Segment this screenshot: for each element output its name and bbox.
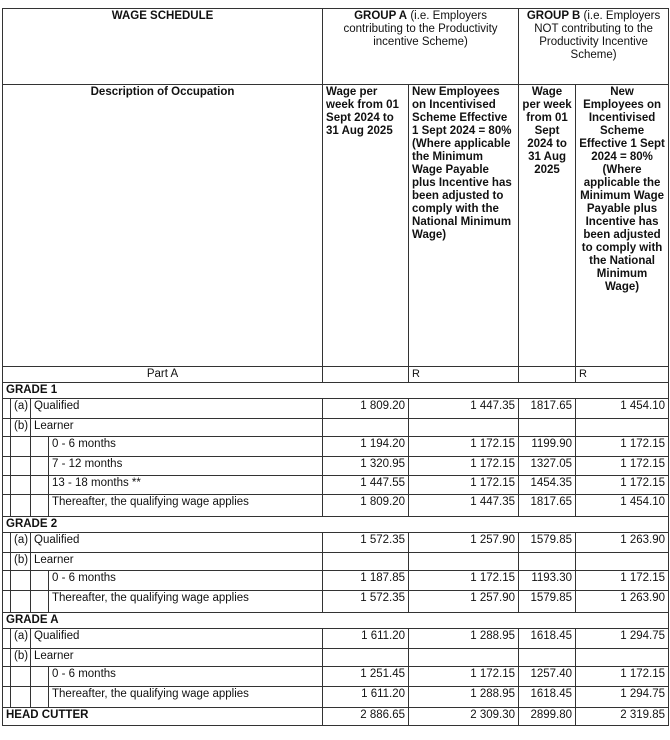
cell-b1: 2899.80: [519, 708, 576, 726]
cell-b2: 1 172.15: [576, 457, 669, 476]
header-row-groups: [3, 9, 669, 85]
cell-a2: 1 172.15: [409, 667, 519, 687]
part-row: [3, 367, 669, 383]
cell-a1: 2 886.65: [323, 708, 409, 726]
row-code: (a): [11, 533, 31, 553]
row-code: (b): [11, 553, 31, 571]
cell-a1: 1 572.35: [323, 533, 409, 553]
cell-a2: 2 309.30: [409, 708, 519, 726]
cell-b2: 1 294.75: [576, 629, 669, 649]
cell-a2: 1 257.90: [409, 591, 519, 613]
grade-row: [3, 517, 669, 533]
cell-a2: 1 172.15: [409, 457, 519, 476]
table-row: [3, 649, 669, 667]
grade-title: GRADE A: [3, 613, 323, 629]
cell-b2: 1 172.15: [576, 667, 669, 687]
row-code: (b): [11, 419, 31, 437]
cell-a1: 1 611.20: [323, 629, 409, 649]
group-a-header: [323, 9, 519, 85]
cell-a2: 1 172.15: [409, 571, 519, 591]
table-row: [3, 591, 669, 613]
cell-b1: 1817.65: [519, 399, 576, 419]
row-label: Qualified: [31, 629, 323, 649]
row-label: Qualified: [31, 533, 323, 553]
table-row: [3, 399, 669, 419]
col-a2-header: New Employees on Incentivised Scheme Effective 1 Sept 2024 = 80% (Where applicable the Minimum Wage Payable plus Incentive has been adjusted to comply with the National Minimum Wage): [409, 85, 519, 367]
group-b-header: [519, 9, 669, 85]
cell-a1: 1 251.45: [323, 667, 409, 687]
cell-b2: 1 263.90: [576, 591, 669, 613]
schedule-title: WAGE SCHEDULE: [3, 9, 323, 85]
row-label: HEAD CUTTER: [3, 708, 323, 726]
cell-b2: 1 294.75: [576, 687, 669, 708]
cell-a1: 1 809.20: [323, 495, 409, 517]
cell-a1: 1 611.20: [323, 687, 409, 708]
row-label: Thereafter, the qualifying wage applies: [49, 495, 323, 517]
cell-b2: 1 172.15: [576, 571, 669, 591]
col-b2-header: New Employees on Incentivised Scheme Effective 1 Sept 2024 = 80% (Where applicable the Minimum Wage Payable plus Incentive has been adjusted to comply with the National Minimum Wage): [576, 85, 669, 367]
group-a-desc: (i.e. Employers contributing to the Productivity incentive Scheme): [343, 10, 498, 48]
wage-schedule-table: [2, 8, 669, 726]
currency-b: R: [576, 367, 669, 383]
table-row: [3, 571, 669, 591]
table-row: [3, 476, 669, 495]
cell-a1: 1 447.55: [323, 476, 409, 495]
currency-a: R: [409, 367, 519, 383]
table-row: [3, 553, 669, 571]
cell-b2: 1 172.15: [576, 476, 669, 495]
cell-b1: 1454.35: [519, 476, 576, 495]
row-label: Qualified: [31, 399, 323, 419]
row-label: Learner: [31, 553, 323, 571]
cell-a2: 1 447.35: [409, 399, 519, 419]
row-code: (b): [11, 649, 31, 667]
cell-a2: 1 257.90: [409, 533, 519, 553]
row-code: (a): [11, 629, 31, 649]
table-row: [3, 708, 669, 726]
grade-title: GRADE 2: [3, 517, 323, 533]
table-row: [3, 457, 669, 476]
cell-b1: 1257.40: [519, 667, 576, 687]
row-code: (a): [11, 399, 31, 419]
cell-b1: 1579.85: [519, 533, 576, 553]
cell-b1: 1618.45: [519, 629, 576, 649]
cell-a1: 1 320.95: [323, 457, 409, 476]
col-a1-header: Wage per week from 01 Sept 2024 to 31 Aug 2025: [323, 85, 409, 367]
cell-a2: 1 447.35: [409, 495, 519, 517]
cell-b1: 1193.30: [519, 571, 576, 591]
table-row: [3, 667, 669, 687]
row-label: 13 - 18 months **: [49, 476, 323, 495]
part-label: Part A: [3, 367, 323, 383]
table-row: [3, 495, 669, 517]
cell-b1: 1579.85: [519, 591, 576, 613]
group-b-desc: (i.e. Employers NOT contributing to the Productivity Incentive Scheme): [534, 10, 661, 61]
row-label: Learner: [31, 419, 323, 437]
part-cell-a1: [323, 367, 409, 383]
cell-b1: 1199.90: [519, 437, 576, 457]
cell-a2: 1 172.15: [409, 437, 519, 457]
col-b1-header: Wage per week from 01 Sept 2024 to 31 Aug 2025: [519, 85, 576, 367]
cell-a1: 1 187.85: [323, 571, 409, 591]
table-row: [3, 437, 669, 457]
cell-b2: 2 319.85: [576, 708, 669, 726]
part-cell-b1: [519, 367, 576, 383]
cell-b1: 1817.65: [519, 495, 576, 517]
grade-title: GRADE 1: [3, 383, 323, 399]
cell-a2: 1 172.15: [409, 476, 519, 495]
table-row: [3, 419, 669, 437]
table-row: [3, 687, 669, 708]
cell-a1: 1 809.20: [323, 399, 409, 419]
grade-row: [3, 383, 669, 399]
group-b-name: GROUP B: [526, 10, 581, 22]
row-label: Thereafter, the qualifying wage applies: [49, 687, 323, 708]
cell-b1: 1618.45: [519, 687, 576, 708]
description-header: Description of Occupation: [3, 85, 323, 367]
cell-b1: 1327.05: [519, 457, 576, 476]
header-row-columns: [3, 85, 669, 367]
grade-row: [3, 613, 669, 629]
cell-a2: 1 288.95: [409, 629, 519, 649]
cell-b2: 1 454.10: [576, 495, 669, 517]
group-a-name: GROUP A: [354, 10, 408, 22]
table-row: [3, 629, 669, 649]
row-label: Learner: [31, 649, 323, 667]
row-label: 0 - 6 months: [49, 667, 323, 687]
cell-a1: 1 572.35: [323, 591, 409, 613]
row-label: 7 - 12 months: [49, 457, 323, 476]
row-label: Thereafter, the qualifying wage applies: [49, 591, 323, 613]
cell-b2: 1 263.90: [576, 533, 669, 553]
row-label: 0 - 6 months: [49, 571, 323, 591]
cell-b2: 1 172.15: [576, 437, 669, 457]
table-row: [3, 533, 669, 553]
row-label: 0 - 6 months: [49, 437, 323, 457]
cell-a1: 1 194.20: [323, 437, 409, 457]
cell-b2: 1 454.10: [576, 399, 669, 419]
cell-a2: 1 288.95: [409, 687, 519, 708]
